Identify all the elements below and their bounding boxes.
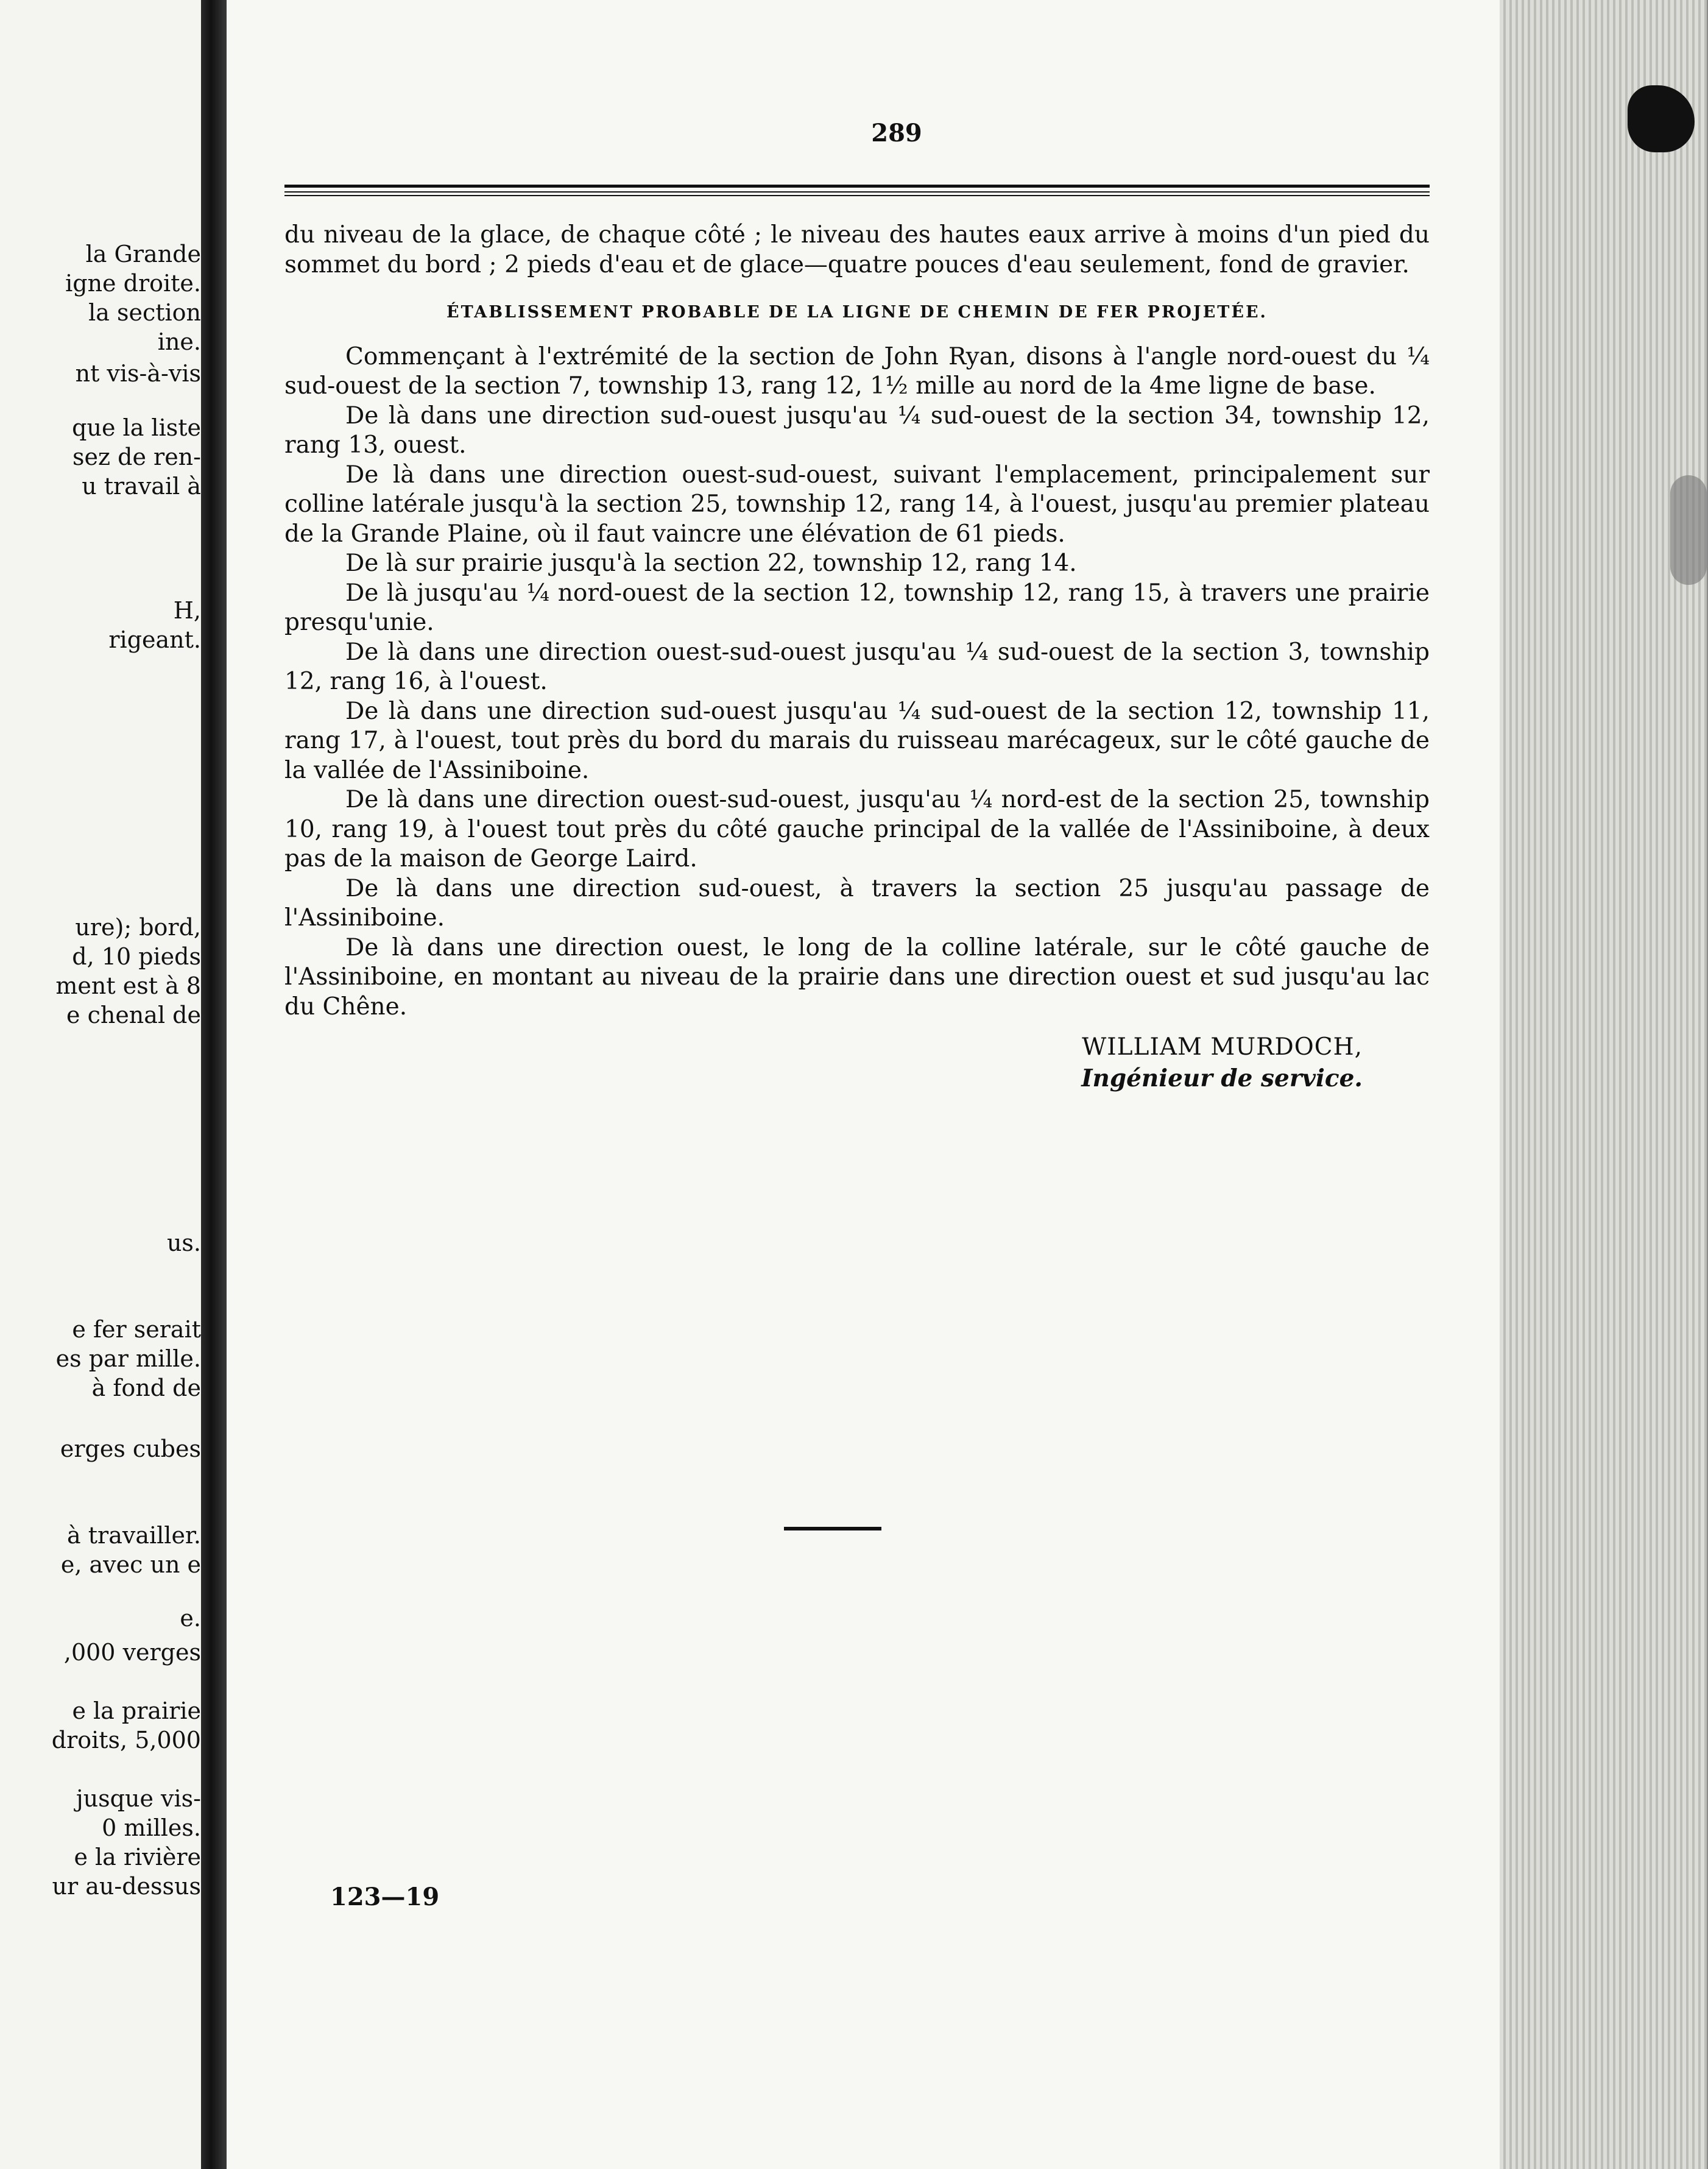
left-page-line: d, 10 pieds <box>72 943 201 970</box>
signature-mark: 123—19 <box>330 1883 440 1911</box>
page-shadow <box>1670 475 1707 585</box>
left-page-line: 0 milles. <box>102 1814 201 1841</box>
left-page-line: droits, 5,000 <box>51 1727 201 1753</box>
stacked-page-edges <box>1500 0 1707 2169</box>
body-text <box>284 221 1430 1093</box>
left-page-line: us. <box>166 1230 201 1256</box>
facing-left-page <box>0 0 201 2169</box>
left-page-line: que la liste <box>72 414 201 441</box>
page-289 <box>227 0 1707 2169</box>
left-page-line: es par mille. <box>55 1345 201 1372</box>
section-heading: ÉTABLISSEMENT PROBABLE DE LA LIGNE DE CHEMIN DE FER PROJETÉE. <box>446 303 1268 322</box>
left-page-line: e chenal de <box>66 1002 201 1028</box>
left-page-line: ,000 verges <box>63 1639 201 1666</box>
left-page-line: e la prairie <box>72 1697 201 1724</box>
left-page-line: rigeant. <box>108 626 201 653</box>
paragraph: De là dans une direction sud-ouest jusqu'au ¼ sud-ouest de la section 12, township 11, rang 17, à l'ouest, tout près du bord du marais du ruisseau marécageux, sur le côté gauche de la vallée de l'Assiniboine. <box>284 697 1430 784</box>
left-page-line: igne droite. <box>65 270 201 297</box>
left-page-line: ure); bord, <box>75 914 201 941</box>
left-page-line: e. <box>180 1605 201 1632</box>
left-page-line: à travailler. <box>67 1522 201 1549</box>
paragraph: De là dans une direction sud-ouest jusqu'au ¼ sud-ouest de la section 34, township 12, rang 13, ouest. <box>284 402 1430 459</box>
intro-paragraph: du niveau de la glace, de chaque côté ; le niveau des hautes eaux arrive à moins d'un pied du sommet du bord ; 2 pieds d'eau et de glace—quatre pouces d'eau seulement, fond de gravier. <box>284 221 1430 278</box>
end-rule <box>784 1527 881 1530</box>
left-page-line: ur au-dessus <box>52 1873 201 1900</box>
signature-block <box>284 1033 1430 1093</box>
left-page-line: ment est à 8 <box>55 972 201 999</box>
paragraph: De là dans une direction ouest, le long de la colline latérale, sur le côté gauche de l'Assiniboine, en montant au niveau de la prairie dans une direction ouest et sud jusqu'au lac du Chêne. <box>284 933 1430 1021</box>
left-page-line: nt vis-à-vis <box>75 360 201 387</box>
left-page-line: ine. <box>157 328 201 355</box>
signature-title: Ingénieur de service. <box>1081 1064 1363 1092</box>
paragraph: De là dans une direction ouest-sud-ouest, jusqu'au ¼ nord-est de la section 25, township 10, rang 19, à l'ouest tout près du côté gauche principal de la vallée de l'Assiniboine, à deux pas de la maison de George Laird. <box>284 786 1430 872</box>
left-page-line: e la rivière <box>74 1844 201 1870</box>
left-page-line: jusque vis- <box>76 1785 201 1812</box>
header-rule-thick <box>284 185 1430 188</box>
left-page-line: H, <box>173 597 201 624</box>
left-page-line: la Grande <box>85 241 201 267</box>
paragraph: De là dans une direction ouest-sud-ouest jusqu'au ¼ sud-ouest de la section 3, township 12, rang 16, à l'ouest. <box>284 638 1430 695</box>
left-page-line: sez de ren- <box>72 444 201 470</box>
signature-name: WILLIAM MURDOCH, <box>1082 1033 1363 1061</box>
page-number: 289 <box>871 119 922 147</box>
paragraph: Commençant à l'extrémité de la section de John Ryan, disons à l'angle nord-ouest du ¼ sud-ouest de la section 7, township 13, rang 12, 1½ mille au nord de la 4me ligne de base. <box>284 342 1430 400</box>
left-page-line: la section <box>88 299 201 326</box>
paragraph: De là jusqu'au ¼ nord-ouest de la section 12, township 12, rang 15, à travers une prairie presqu'unie. <box>284 579 1430 636</box>
header-rule-thin-2 <box>284 195 1430 196</box>
paragraph: De là dans une direction sud-ouest, à travers la section 25 jusqu'au passage de l'Assiniboine. <box>284 874 1430 932</box>
left-page-line: e fer serait <box>72 1316 201 1343</box>
paragraph: De là sur prairie jusqu'à la section 22, township 12, rang 14. <box>345 550 1077 577</box>
left-page-line: e, avec un e <box>60 1551 201 1578</box>
left-page-line: erges cubes <box>60 1435 201 1462</box>
book-gutter <box>201 0 227 2169</box>
paragraph: De là dans une direction ouest-sud-ouest, suivant l'emplacement, principalement sur colline latérale jusqu'à la section 25, township 12, rang 14, à l'ouest, jusqu'au premier plateau de la Grande Plaine, où il faut vaincre une élévation de 61 pieds. <box>284 461 1430 548</box>
left-page-line: u travail à <box>82 473 201 500</box>
left-page-line: à fond de <box>91 1375 201 1401</box>
header-rule-thin <box>284 191 1430 193</box>
